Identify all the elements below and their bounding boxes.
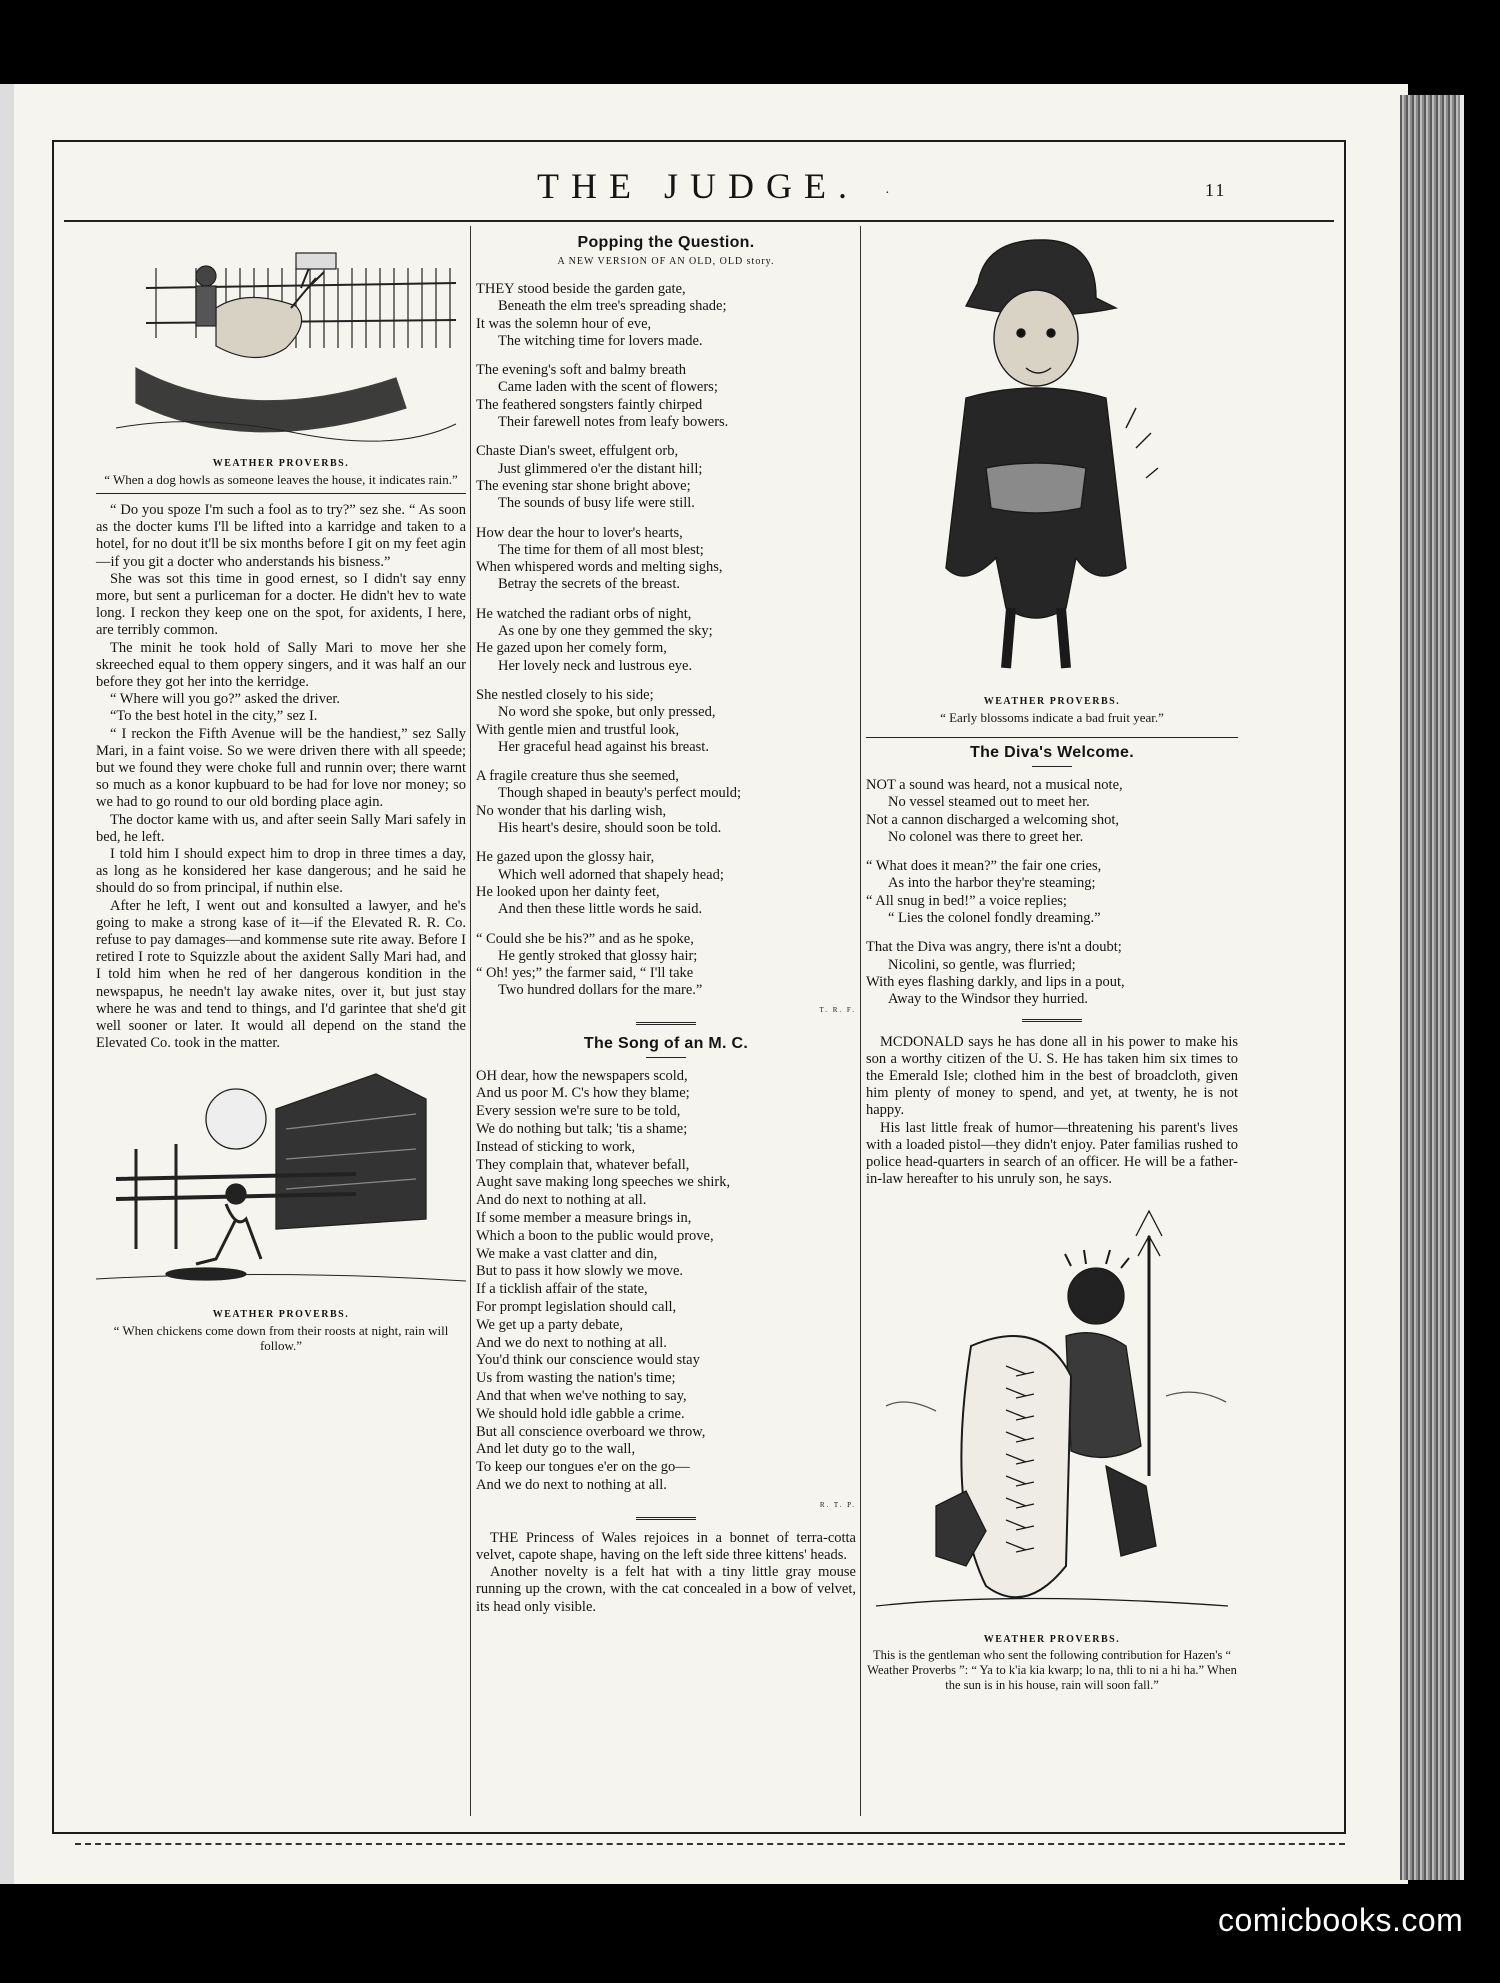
poem-line: And we do next to nothing at all. xyxy=(476,1334,667,1351)
poem-line: But all conscience overboard we throw, xyxy=(476,1423,706,1440)
poem-line: He looked upon her dainty feet, xyxy=(476,883,660,900)
poem-line: The evening star shone bright above; xyxy=(476,477,691,494)
poem-line: When whispered words and melting sighs, xyxy=(476,559,723,576)
stanza xyxy=(866,777,1238,846)
poem-line: That the Diva was angry, there is'nt a doubt; xyxy=(866,939,1122,956)
column-3 xyxy=(866,228,1238,1693)
poem-line: And us poor M. C's how they blame; xyxy=(476,1085,690,1102)
poem-line: We get up a party debate, xyxy=(476,1316,623,1333)
poem-line: With eyes flashing darkly, and lips in a pout, xyxy=(866,973,1125,990)
poem-line: Nicolini, so gentle, was flurried; xyxy=(888,956,1076,973)
stanza xyxy=(476,281,856,350)
poem-initials: R. T. P. xyxy=(819,1500,856,1509)
poem-line: Two hundred dollars for the mare.” xyxy=(498,982,703,999)
poem-line: Her lovely neck and lustrous eye. xyxy=(498,657,693,674)
poem-line: With gentle mien and trustful look, xyxy=(476,721,680,738)
paragraph: His last little freak of humor—threatening his parent's lives with a loaded pistol—they didn't enjoy. Pater familias rushed to police head-quarters in search of an officer. He will be a father-in-law hereafter to his unruly son, he says. xyxy=(866,1119,1238,1188)
paragraph: I told him I should expect him to drop in three times a day, as long as he konsidered her kase dangerous; and he said he should do so from principal, if nuthin else. xyxy=(96,846,466,897)
poem-line: And then these little words he said. xyxy=(498,901,703,918)
poem-line: Instead of sticking to work, xyxy=(476,1138,636,1155)
poem-line: It was the solemn hour of eve, xyxy=(476,315,652,332)
poem-line: If some member a measure brings in, xyxy=(476,1210,692,1227)
poem-initials: T. R. F. xyxy=(819,1005,856,1014)
poem-line: And do next to nothing at all. xyxy=(476,1192,647,1209)
poem-line: NOT a sound was heard, not a musical note, xyxy=(866,777,1123,793)
chicken-illustration-drawing xyxy=(96,1069,466,1301)
poem-line: As one by one they gemmed the sky; xyxy=(498,623,713,640)
poem-line: THEY stood beside the garden gate, xyxy=(476,281,686,297)
column-1 xyxy=(96,228,466,1353)
dog-illustration-drawing xyxy=(96,228,466,450)
poem-line: No wonder that his darling wish, xyxy=(476,802,667,819)
poem-line: He gazed upon her comely form, xyxy=(476,640,667,657)
poem-line: No word she spoke, but only pressed, xyxy=(498,704,716,721)
stanza xyxy=(866,858,1238,927)
poem-title-popping: Popping the Question. xyxy=(577,234,755,251)
short-rule xyxy=(1022,1019,1082,1024)
illustration-chicken-man xyxy=(96,1069,466,1301)
poem-line: The time for them of all most blest; xyxy=(498,541,704,558)
section-rule xyxy=(96,493,466,494)
paragraph: “ I reckon the Fifth Avenue will be the handiest,” sez Sally Mari, in a faint voise. So we were driven there with all speede; but we found they were choke full and runnin over; there warnt so much as a konor kupbuard to be had for love nor money; so we had to go round to our old bording place agin. xyxy=(96,725,466,811)
poem-line: Her graceful head against his breast. xyxy=(498,738,709,755)
illustration-warrior-shield xyxy=(866,1206,1238,1626)
poem-line: “ Lies the colonel fondly dreaming.” xyxy=(888,910,1101,927)
short-rule xyxy=(636,1022,696,1027)
caption-chickens: “ When chickens come down from their roosts at night, rain will follow.” xyxy=(113,1322,449,1353)
paragraph: “To the best hotel in the city,” sez I. xyxy=(110,708,318,725)
poem-line: Chaste Dian's sweet, effulgent orb, xyxy=(476,443,679,460)
poem-song-of-an-mc xyxy=(476,1068,856,1495)
bottom-dashed-rule xyxy=(75,1843,1345,1845)
story-text xyxy=(96,502,466,1053)
poem-line: He gently stroked that glossy hair; xyxy=(498,947,698,964)
caption-tag: WEATHER PROVERBS. xyxy=(212,458,350,469)
stanza xyxy=(476,768,856,837)
column-divider xyxy=(470,226,471,1816)
poem-line: The sounds of busy life were still. xyxy=(498,495,695,512)
poem-title-song: The Song of an M. C. xyxy=(583,1034,749,1052)
poem-line: And let duty go to the wall, xyxy=(476,1441,636,1458)
column-2 xyxy=(476,228,856,1616)
masthead-rule xyxy=(64,220,1334,222)
poem-line: His heart's desire, should soon be told. xyxy=(498,820,722,837)
paragraph: “ Do you spoze I'm such a fool as to try?” sez she. “ As soon as the docter kums I'll be lifted into a karridge and taken to a hotel, for no dout it'll be six months before I git on my feet agin—if you git a docter who anderstands his bisness.” xyxy=(96,502,466,570)
poem-line: Their farewell notes from leafy bowers. xyxy=(498,414,729,431)
poem-line: Away to the Windsor they hurried. xyxy=(888,991,1088,1008)
stanza xyxy=(476,443,856,512)
paragraph: MCDONALD says he has done all in his power to make his son a worthy citizen of the U. S. He has taken him six times to the Emerald Isle; clothed him in the best of broadcloth, given him plenty of money to spend, and yet, at twenty, he is not happy. xyxy=(866,1033,1238,1119)
short-rule xyxy=(636,1517,696,1522)
poem-line: He watched the radiant orbs of night, xyxy=(476,605,692,622)
illustration-tramp xyxy=(866,228,1238,688)
poem-line: “ What does it mean?” the fair one cries, xyxy=(866,858,1102,875)
poem-line: We make a vast clatter and din, xyxy=(476,1245,658,1262)
paragraph: The minit he took hold of Sally Mari to move her she skreeched equal to them oppery singers, and it was half an our before they got her into the kerridge. xyxy=(96,639,466,691)
stanza xyxy=(476,931,856,1000)
masthead-ornament: · xyxy=(885,186,890,201)
poem-line: The feathered songsters faintly chirped xyxy=(476,396,703,413)
poem-line: She nestled closely to his side; xyxy=(476,686,654,703)
poem-line: They complain that, whatever befall, xyxy=(476,1156,690,1173)
poem-line: Came laden with the scent of flowers; xyxy=(498,379,718,396)
warrior-illustration-drawing xyxy=(866,1206,1238,1626)
stanza xyxy=(476,362,856,431)
poem-line: No colonel was there to greet her. xyxy=(888,828,1084,845)
illustration-dog-fence xyxy=(96,228,466,450)
poem-line: Which well adorned that shapely head; xyxy=(498,866,724,883)
poem-line: Every session we're sure to be told, xyxy=(476,1103,681,1120)
poem-line: Not a cannon discharged a welcoming shot, xyxy=(866,811,1120,828)
poem-line: The evening's soft and balmy breath xyxy=(476,362,686,379)
caption-early-blossoms: “ Early blossoms indicate a bad fruit year.” xyxy=(940,710,1164,725)
poem-line: “ All snug in bed!” a voice replies; xyxy=(866,892,1067,909)
page-number: 11 xyxy=(1205,180,1227,200)
book-page-edges xyxy=(1400,95,1460,1880)
poem-line: Which a boon to the public would prove, xyxy=(476,1227,714,1244)
poem-line: Though shaped in beauty's perfect mould; xyxy=(498,785,742,802)
poem-title-diva: The Diva's Welcome. xyxy=(970,744,1134,761)
poem-line: And we do next to nothing at all. xyxy=(476,1477,667,1494)
stanza xyxy=(476,606,856,675)
poem-line: As into the harbor they're steaming; xyxy=(888,875,1096,892)
caption-tag: WEATHER PROVERBS. xyxy=(983,696,1121,707)
paragraph: THE Princess of Wales rejoices in a bonnet of terra-cotta velvet, capote shape, having on the left side three kittens' heads. xyxy=(476,1529,856,1564)
poem-line: We do nothing but talk; 'tis a shame; xyxy=(476,1121,688,1138)
poem-line: Aught save making long speeches we shirk, xyxy=(476,1174,731,1191)
paragraph: After he left, I went out and konsulted a lawyer, and he's going to make a strong kase of it—if the Elevated R. R. Co. refuse to pay damages—and kommense sute rite away. Before I retired I rote to Squizzle about the axident Sally Mari had, and I told him when he red of her dangerous kondition in the newspapus, he needn't lay awake nites, over it, but just stay where he was and tend to things, and I'd garintee that she'd git well sooner or later. It would all depend on the stand the Elevated Co. took in the matter. xyxy=(96,897,466,1052)
poem-popping-the-question xyxy=(476,281,856,1000)
caption-dog-howls: “ When a dog howls as someone leaves the house, it indicates rain.” xyxy=(104,472,458,487)
poem-line: Beneath the elm tree's spreading shade; xyxy=(498,298,727,315)
poem-line: A fragile creature thus she seemed, xyxy=(476,768,679,785)
short-rule xyxy=(1032,766,1072,767)
tramp-illustration-drawing xyxy=(866,228,1238,688)
poem-line: The witching time for lovers made. xyxy=(498,332,703,349)
poem-line: If a ticklish affair of the state, xyxy=(476,1281,648,1298)
caption-hazens-proverbs: This is the gentleman who sent the following contribution for Hazen's “ Weather Proverbs ”: “ Ya to k'ia kia kwarp; lo na, thli to ni a hi ha.” When the sun is in his house, rain will soon fall.” xyxy=(867,1648,1237,1693)
caption-tag: WEATHER PROVERBS. xyxy=(212,1308,350,1320)
poem-line: You'd think our conscience would stay xyxy=(476,1352,700,1369)
poem-line: To keep our tongues e'er on the go— xyxy=(476,1459,690,1476)
poem-line: For prompt legislation should call, xyxy=(476,1299,677,1316)
princess-of-wales-item xyxy=(476,1530,856,1616)
poem-line: And that when we've nothing to say, xyxy=(476,1388,687,1405)
mcdonald-item xyxy=(866,1034,1238,1189)
paragraph: Another novelty is a felt hat with a tiny little gray mouse running up the crown, with the cat concealed in a bow of velvet, its head only visible. xyxy=(476,1564,856,1615)
poem-line: “ Could she be his?” and as he spoke, xyxy=(476,930,694,947)
section-rule xyxy=(866,737,1238,738)
poem-line: But to pass it how slowly we move. xyxy=(476,1263,684,1280)
caption-tag: WEATHER PROVERBS. xyxy=(983,1634,1121,1646)
poem-divas-welcome xyxy=(866,777,1238,1009)
stanza xyxy=(476,687,856,756)
paragraph: The doctor kame with us, and after seein Sally Mari safely in bed, he left. xyxy=(96,811,466,845)
stanza xyxy=(866,939,1238,1008)
paragraph: “ Where will you go?” asked the driver. xyxy=(110,691,341,708)
poem-line: How dear the hour to lover's hearts, xyxy=(476,524,683,541)
poem-line: He gazed upon the glossy hair, xyxy=(476,849,655,866)
masthead-title: THE JUDGE. xyxy=(537,166,859,206)
stanza xyxy=(476,525,856,594)
watermark-text: comicbooks.com xyxy=(1218,1902,1464,1938)
poem-line: Just glimmered o'er the distant hill; xyxy=(498,460,703,477)
short-rule xyxy=(646,1057,686,1058)
poem-line: Us from wasting the nation's time; xyxy=(476,1370,676,1387)
poem-line: “ Oh! yes;” the farmer said, “ I'll take xyxy=(476,965,694,982)
column-divider xyxy=(860,226,861,1816)
poem-subtitle: A NEW VERSION OF AN OLD, OLD story. xyxy=(557,256,775,267)
stanza xyxy=(476,849,856,918)
paragraph: She was sot this time in good ernest, so I didn't say enny more, but sent a purliceman for a docter. He didn't hev to wate long. I reckon they keep one on the spot, for axidents, I here, are terribly common. xyxy=(96,570,466,639)
poem-line: OH dear, how the newspapers scold, xyxy=(476,1067,688,1084)
poem-line: No vessel steamed out to meet her. xyxy=(888,794,1090,811)
poem-line: We should hold idle gabble a crime. xyxy=(476,1405,685,1422)
poem-line: Betray the secrets of the breast. xyxy=(498,576,680,593)
